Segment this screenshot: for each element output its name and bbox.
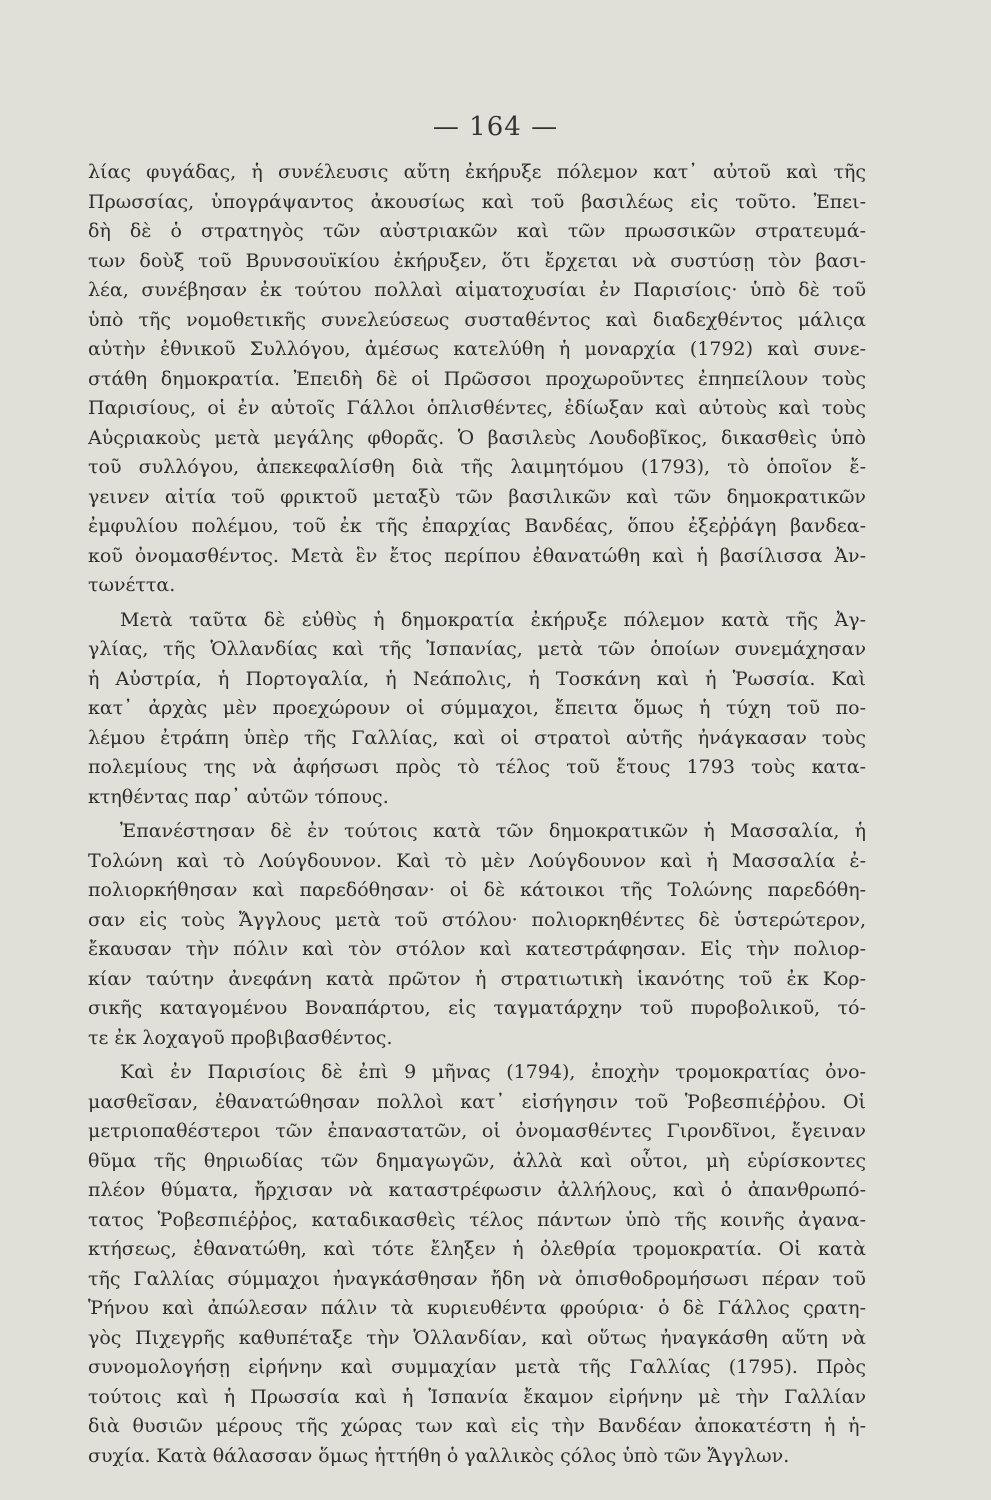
text-line: συνομολογήσῃ εἰρήνην καὶ συμμαχίαν μετὰ τῆς Γαλλίας (1795). Πρὸς bbox=[88, 1356, 866, 1378]
text-line: Πρωσσίας, ὑπογράψαντος ἀκουσίως καὶ τοῦ βασιλέως εἰς τοῦτο. Ἐπει- bbox=[88, 190, 866, 213]
text-line: πολιορκήθησαν καὶ παρεδόθησαν· οἱ δὲ κάτοικοι τῆς Τολώνης παρεδόθη- bbox=[88, 879, 866, 901]
text-line: τούτοις καὶ ἡ Πρωσσία καὶ ἡ Ἱσπανία ἔκαμον εἰρήνην μὲ τὴν Γαλλίαν bbox=[88, 1385, 866, 1408]
text-line: κτήσεως, ἐθανατώθη, καὶ τότε ἔληξεν ἡ ὀλεθρία τρομοκρατία. Οἱ κατὰ bbox=[88, 1238, 866, 1260]
paragraph bbox=[88, 1058, 866, 1471]
text-line: θῦμα τῆς θηριωδίας τῶν δημαγωγῶν, ἀλλὰ καὶ οὗτοι, μὴ εὑρίσκοντες bbox=[88, 1149, 866, 1172]
text-line: κτηθέντας παρ᾽ αὐτῶν τόπους. bbox=[88, 785, 389, 808]
text-line: Αὐςριακοὺς μετὰ μεγάλης φθορᾶς. Ὁ βασιλεὺς Λουδοβῖκος, δικασθεὶς ὑπὸ bbox=[88, 426, 866, 449]
text-line: πολεμίους της νὰ ἀφήσωσι πρὸς τὸ τέλος τοῦ ἔτους 1793 τοὺς κατα- bbox=[88, 756, 866, 778]
text-line: ἔκαυσαν τὴν πόλιν καὶ τὸν στόλον καὶ κατεστράφησαν. Εἰς τὴν πολιορ- bbox=[88, 938, 866, 960]
text-line: τατος Ῥοβεσπιέῤῥος, καταδικασθεὶς τέλος πάντων ὑπὸ τῆς κοινῆς ἀγανα- bbox=[88, 1208, 866, 1231]
text-line: ἐμφυλίου πολέμου, τοῦ ἐκ τῆς ἐπαρχίας Βανδέας, ὅπου ἐξεῤῥάγη βανδεα- bbox=[88, 515, 866, 537]
text-line: Καὶ ἐν Παρισίοις δὲ ἐπὶ 9 μῆνας (1794), ἐποχὴν τρομοκρατίας ὀνο- bbox=[120, 1061, 866, 1083]
text-line: τε ἐκ λοχαγοῦ προβιβασθέντος. bbox=[88, 1026, 393, 1049]
text-line: πλέον θύματα, ἤρχισαν νὰ καταστρέφωσιν ἀλλήλους, καὶ ὁ ἀπανθρωπό- bbox=[88, 1179, 866, 1201]
text-line: σαν εἰς τοὺς Ἄγγλους μετὰ τοῦ στόλου· πολιορκηθέντες δὲ ὑστερώτερον, bbox=[88, 908, 866, 931]
text-line: σικῆς καταγομένου Βοναπάρτου, εἰς ταγματάρχην τοῦ πυροβολικοῦ, τό- bbox=[88, 997, 866, 1019]
text-line: συχία. Κατὰ θάλασσαν ὅμως ἡττήθη ὁ γαλλικὸς ςόλος ὑπὸ τῶν Ἄγγλων. bbox=[88, 1444, 790, 1467]
text-line: κοῦ ὀνομασθέντος. Μετὰ ἓν ἔτος περίπου ἐθανατώθη καὶ ἡ βασίλισσα Ἀν- bbox=[88, 544, 866, 567]
paragraph bbox=[88, 817, 866, 1053]
page-number: — 164 — bbox=[432, 112, 559, 142]
text-line: λίας φυγάδας, ἡ συνέλευσις αὕτη ἐκήρυξε πόλεμον κατ᾽ αὐτοῦ καὶ τῆς bbox=[88, 161, 866, 183]
text-line: λέμου ἐτράπη ὑπὲρ τῆς Γαλλίας, καὶ οἱ στρατοὶ αὐτῆς ἠνάγκασαν τοὺς bbox=[88, 726, 866, 749]
body-text bbox=[88, 158, 866, 1471]
text-line: Ῥήνου καὶ ἀπώλεσαν πάλιν τὰ κυριευθέντα φρούρια· ὁ δὲ Γάλλος ςρατη- bbox=[88, 1297, 866, 1319]
text-line: ἡ Αὐστρία, ἡ Πορτογαλία, ἡ Νεάπολις, ἡ Τοσκάνη καὶ ἡ Ῥωσσία. Καὶ bbox=[88, 667, 866, 690]
paragraph bbox=[88, 606, 866, 813]
text-line: γεινεν αἰτία τοῦ φρικτοῦ μεταξὺ τῶν βασιλικῶν καὶ τῶν δημοκρατικῶν bbox=[88, 485, 866, 508]
text-line: Ἐπανέστησαν δὲ ἐν τούτοις κατὰ τῶν δημοκρατικῶν ἡ Μασσαλία, ἡ bbox=[120, 820, 866, 842]
text-line: αὐτὴν ἐθνικοῦ Συλλόγου, ἀμέσως κατελύθη ἡ μοναρχία (1792) καὶ συνε- bbox=[88, 338, 866, 360]
text-line: μασθεῖσαν, ἐθανατώθησαν πολλοὶ κατ᾽ εἰσήγησιν τοῦ Ῥοβεσπιέῤῥου. Οἱ bbox=[88, 1090, 866, 1113]
text-line: στάθη δημοκρατία. Ἐπειδὴ δὲ οἱ Πρῶσσοι προχωροῦντες ἐπηπείλουν τοὺς bbox=[88, 367, 866, 390]
text-line: γλίας, τῆς Ὁλλανδίας καὶ τῆς Ἱσπανίας, μετὰ τῶν ὁποίων συνεμάχησαν bbox=[88, 638, 866, 660]
text-line: τῆς Γαλλίας σύμμαχοι ἠναγκάσθησαν ἤδη νὰ ὀπισθοδρομήσωσι πέραν τοῦ bbox=[88, 1267, 866, 1290]
text-line: μετριοπαθέστεροι τῶν ἐπαναστατῶν, οἱ ὀνομασθέντες Γιρονδῖνοι, ἔγειναν bbox=[88, 1120, 866, 1142]
text-line: τοῦ συλλόγου, ἀπεκεφαλίσθη διὰ τῆς λαιμητόμου (1793), τὸ ὁποῖον ἔ- bbox=[88, 456, 866, 478]
text-line: τωνέττα. bbox=[88, 574, 176, 596]
text-line: Τολώνη καὶ τὸ Λούγδουνον. Καὶ τὸ μὲν Λούγδουνον καὶ ἡ Μασσαλία ἐ- bbox=[88, 849, 866, 872]
text-line: Παρισίους, οἱ ἐν αὐτοῖς Γάλλοι ὁπλισθέντες, ἐδίωξαν καὶ αὐτοὺς καὶ τοὺς bbox=[88, 397, 866, 419]
text-line: κατ᾽ ἀρχὰς μὲν προεχώρουν οἱ σύμμαχοι, ἔπειτα ὅμως ἡ τύχη τοῦ πο- bbox=[88, 697, 866, 719]
text-line: Μετὰ ταῦτα δὲ εὐθὺς ἡ δημοκρατία ἐκήρυξε πόλεμον κατὰ τῆς Ἀγ- bbox=[120, 608, 866, 631]
text-line: ὑπὸ τῆς νομοθετικῆς συνελεύσεως συσταθέντος καὶ διαδεχθέντος μάλιςα bbox=[88, 308, 866, 331]
text-line: των δοὺξ τοῦ Βρυνσουϊκίου ἐκήρυξεν, ὅτι ἔρχεται νὰ συστύσῃ τὸν βασι- bbox=[88, 249, 866, 272]
text-line: λέα, συνέβησαν ἐκ τούτου πολλαὶ αἱματοχυσίαι ἐν Παρισίοις· ὑπὸ δὲ τοῦ bbox=[88, 279, 866, 301]
text-line: διὰ θυσιῶν μέρους τῆς χώρας των καὶ εἰς τὴν Βανδέαν ἀποκατέστη ἡ ἡ- bbox=[88, 1415, 866, 1437]
text-line: γὸς Πιχεγρῆς καθυπέταξε τὴν Ὁλλανδίαν, καὶ οὕτως ἠναγκάσθη αὕτη νὰ bbox=[88, 1326, 866, 1349]
text-line: κίαν ταύτην ἀνεφάνη κατὰ πρῶτον ἡ στρατιωτικὴ ἱκανότης τοῦ ἐκ Κορ- bbox=[88, 967, 866, 990]
text-line: δὴ δὲ ὁ στρατηγὸς τῶν αὐστριακῶν καὶ τῶν πρωσσικῶν στρατευμά- bbox=[88, 220, 866, 242]
paragraph bbox=[88, 158, 866, 601]
